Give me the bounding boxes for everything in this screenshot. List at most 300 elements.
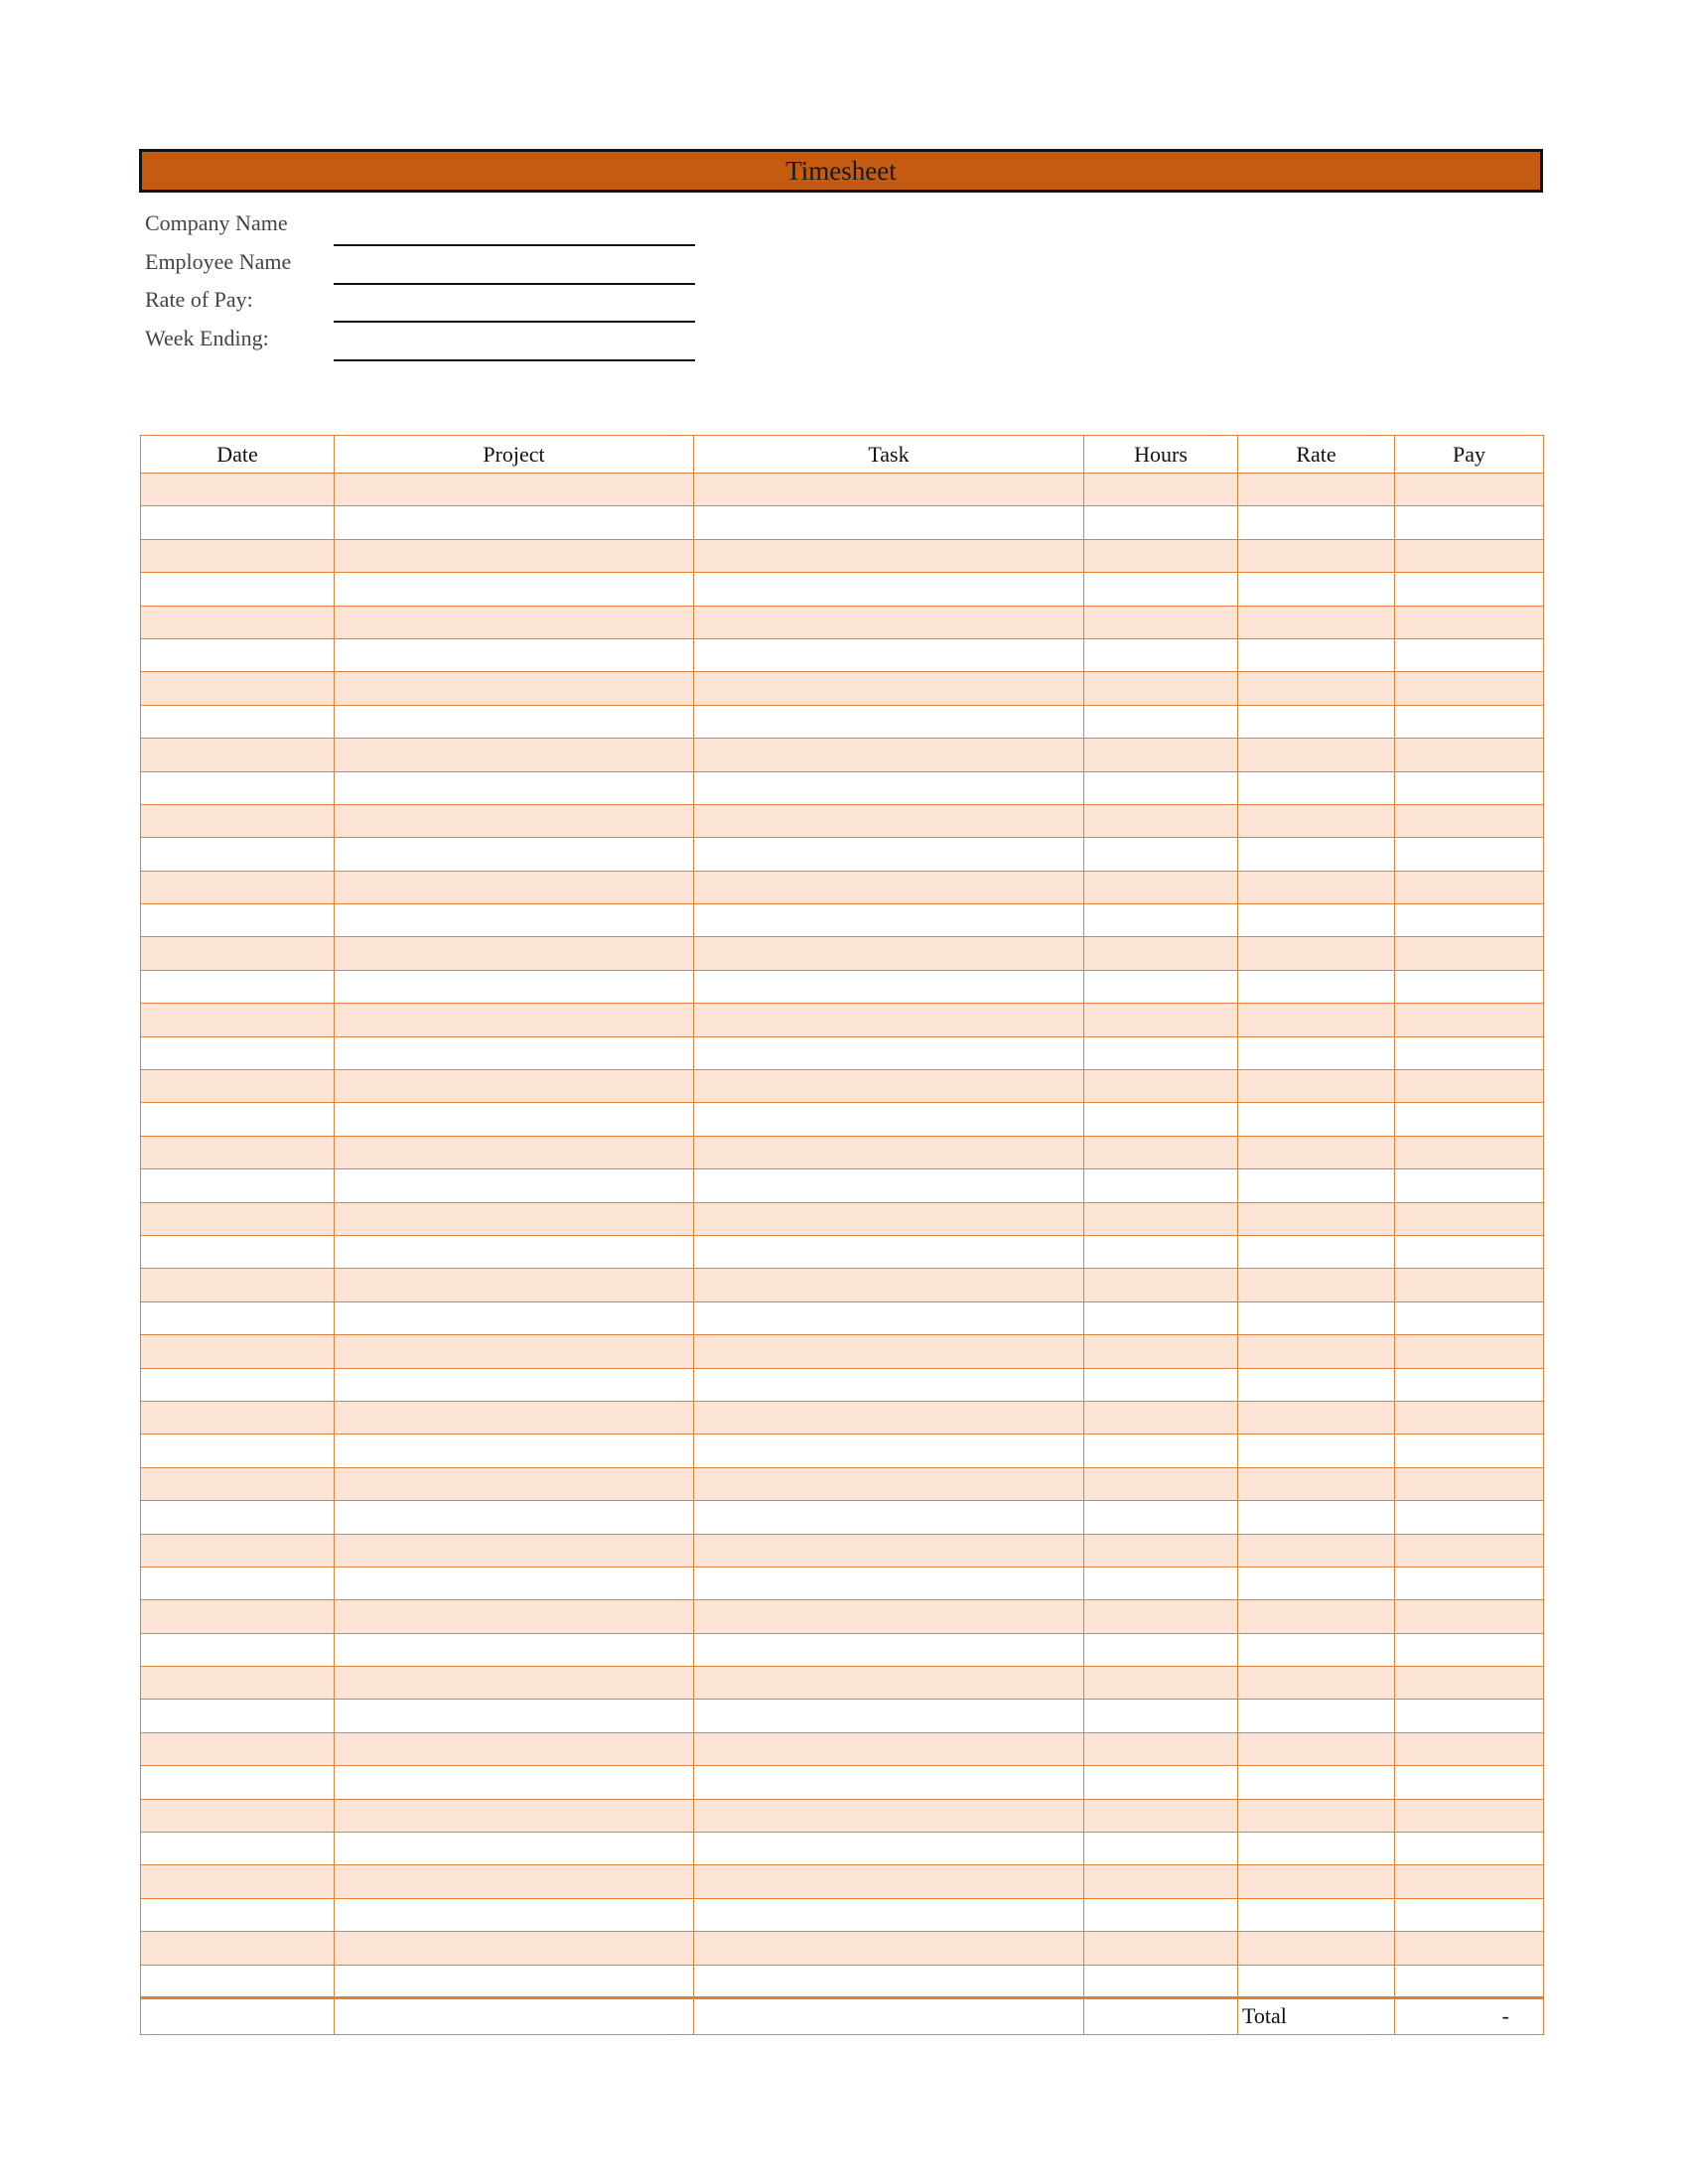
project-cell[interactable] [335,970,694,1003]
rate-cell[interactable] [1238,1567,1395,1599]
rate-cell[interactable] [1238,904,1395,937]
hours-cell[interactable] [1084,1036,1238,1069]
rate-cell[interactable] [1238,705,1395,738]
task-cell[interactable] [694,1335,1084,1368]
table-row [141,672,1544,705]
project-cell[interactable] [335,573,694,606]
task-cell[interactable] [694,474,1084,506]
task-cell[interactable] [694,1633,1084,1666]
rate-cell[interactable] [1238,1667,1395,1700]
rate-cell[interactable] [1238,1833,1395,1865]
date-cell[interactable] [141,1368,335,1401]
table-row [141,1732,1544,1765]
rate-cell[interactable] [1238,1070,1395,1103]
pay-cell[interactable] [1395,1932,1544,1965]
task-cell[interactable] [694,1235,1084,1268]
pay-cell[interactable] [1395,1799,1544,1832]
table-row [141,1036,1544,1069]
pay-cell[interactable] [1395,1567,1544,1599]
date-cell[interactable] [141,1898,335,1931]
date-cell[interactable] [141,1865,335,1898]
total-hours-cell[interactable] [1084,1997,1238,2034]
project-cell[interactable] [335,1534,694,1567]
project-cell[interactable] [335,1932,694,1965]
project-cell[interactable] [335,1833,694,1865]
pay-cell[interactable] [1395,672,1544,705]
date-cell[interactable] [141,1401,335,1433]
date-cell[interactable] [141,1269,335,1301]
date-cell[interactable] [141,739,335,771]
task-cell[interactable] [694,1501,1084,1534]
pay-cell[interactable] [1395,1235,1544,1268]
rate-cell[interactable] [1238,573,1395,606]
hours-cell[interactable] [1084,804,1238,837]
rate-cell[interactable] [1238,1335,1395,1368]
task-cell[interactable] [694,1301,1084,1334]
rate-cell[interactable] [1238,474,1395,506]
total-project-cell[interactable] [335,1997,694,2034]
date-cell[interactable] [141,1567,335,1599]
project-cell[interactable] [335,871,694,903]
date-cell[interactable] [141,705,335,738]
project-cell[interactable] [335,739,694,771]
project-cell[interactable] [335,539,694,572]
date-cell[interactable] [141,1036,335,1069]
rate-cell[interactable] [1238,937,1395,970]
hours-cell[interactable] [1084,1335,1238,1368]
pay-cell[interactable] [1395,1368,1544,1401]
pay-cell[interactable] [1395,638,1544,671]
project-cell[interactable] [335,1732,694,1765]
hours-cell[interactable] [1084,1700,1238,1732]
hours-cell[interactable] [1084,1070,1238,1103]
task-cell[interactable] [694,705,1084,738]
hours-cell[interactable] [1084,1865,1238,1898]
project-cell[interactable] [335,1434,694,1467]
hours-cell[interactable] [1084,672,1238,705]
date-cell[interactable] [141,1766,335,1799]
project-cell[interactable] [335,474,694,506]
table-row [141,705,1544,738]
task-cell[interactable] [694,1667,1084,1700]
hours-cell[interactable] [1084,1667,1238,1700]
task-cell[interactable] [694,1833,1084,1865]
pay-cell[interactable] [1395,1335,1544,1368]
rate-cell[interactable] [1238,1799,1395,1832]
task-cell[interactable] [694,1401,1084,1433]
rate-cell[interactable] [1238,1865,1395,1898]
task-cell[interactable] [694,1600,1084,1633]
pay-cell[interactable] [1395,1667,1544,1700]
date-cell[interactable] [141,1501,335,1534]
pay-cell[interactable] [1395,904,1544,937]
task-cell[interactable] [694,1434,1084,1467]
project-cell[interactable] [335,606,694,638]
hours-cell[interactable] [1084,1833,1238,1865]
project-cell[interactable] [335,1301,694,1334]
pay-cell[interactable] [1395,539,1544,572]
project-cell[interactable] [335,705,694,738]
hours-cell[interactable] [1084,1965,1238,1997]
table-row [141,1898,1544,1931]
hours-cell[interactable] [1084,1799,1238,1832]
hours-cell[interactable] [1084,1501,1238,1534]
pay-cell[interactable] [1395,1202,1544,1235]
table-row [141,1766,1544,1799]
task-cell[interactable] [694,1368,1084,1401]
rate-cell[interactable] [1238,1103,1395,1136]
date-cell[interactable] [141,606,335,638]
project-cell[interactable] [335,838,694,871]
date-cell[interactable] [141,937,335,970]
project-cell[interactable] [335,771,694,804]
hours-cell[interactable] [1084,1169,1238,1202]
hours-cell[interactable] [1084,1467,1238,1500]
rate-cell[interactable] [1238,1235,1395,1268]
rate-cell[interactable] [1238,606,1395,638]
hours-cell[interactable] [1084,539,1238,572]
pay-cell[interactable] [1395,573,1544,606]
rate-cell[interactable] [1238,1732,1395,1765]
table-row [141,1070,1544,1103]
date-cell[interactable] [141,1600,335,1633]
rate-cell[interactable] [1238,1368,1395,1401]
pay-cell[interactable] [1395,1898,1544,1931]
rate-cell[interactable] [1238,638,1395,671]
hours-cell[interactable] [1084,638,1238,671]
task-cell[interactable] [694,804,1084,837]
task-cell[interactable] [694,1865,1084,1898]
project-cell[interactable] [335,1269,694,1301]
project-cell[interactable] [335,1501,694,1534]
hours-cell[interactable] [1084,771,1238,804]
table-row [141,638,1544,671]
hours-cell[interactable] [1084,1434,1238,1467]
hours-cell[interactable] [1084,474,1238,506]
date-cell[interactable] [141,838,335,871]
pay-cell[interactable] [1395,1434,1544,1467]
date-cell[interactable] [141,506,335,539]
pay-cell[interactable] [1395,937,1544,970]
rate-cell[interactable] [1238,1169,1395,1202]
date-cell[interactable] [141,1700,335,1732]
project-cell[interactable] [335,506,694,539]
rate-cell[interactable] [1238,1501,1395,1534]
hours-cell[interactable] [1084,705,1238,738]
task-cell[interactable] [694,606,1084,638]
pay-cell[interactable] [1395,871,1544,903]
rate-cell[interactable] [1238,838,1395,871]
pay-cell[interactable] [1395,506,1544,539]
pay-cell[interactable] [1395,1004,1544,1036]
date-cell[interactable] [141,1202,335,1235]
project-cell[interactable] [335,1235,694,1268]
rate-cell[interactable] [1238,672,1395,705]
rate-cell[interactable] [1238,1202,1395,1235]
task-cell[interactable] [694,573,1084,606]
date-cell[interactable] [141,970,335,1003]
task-cell[interactable] [694,1103,1084,1136]
hours-cell[interactable] [1084,970,1238,1003]
task-cell[interactable] [694,1732,1084,1765]
rate-cell[interactable] [1238,1766,1395,1799]
task-cell[interactable] [694,638,1084,671]
date-cell[interactable] [141,638,335,671]
project-cell[interactable] [335,1004,694,1036]
hours-cell[interactable] [1084,1633,1238,1666]
task-cell[interactable] [694,672,1084,705]
pay-cell[interactable] [1395,970,1544,1003]
date-cell[interactable] [141,539,335,572]
pay-cell[interactable] [1395,1732,1544,1765]
hours-cell[interactable] [1084,871,1238,903]
project-cell[interactable] [335,904,694,937]
pay-cell[interactable] [1395,474,1544,506]
rate-cell[interactable] [1238,1301,1395,1334]
table-row [141,970,1544,1003]
date-cell[interactable] [141,1235,335,1268]
date-cell[interactable] [141,1667,335,1700]
rate-cell[interactable] [1238,506,1395,539]
project-cell[interactable] [335,1799,694,1832]
rate-cell[interactable] [1238,1467,1395,1500]
hours-cell[interactable] [1084,1932,1238,1965]
date-cell[interactable] [141,871,335,903]
date-cell[interactable] [141,771,335,804]
date-cell[interactable] [141,1335,335,1368]
date-cell[interactable] [141,1434,335,1467]
hours-cell[interactable] [1084,1301,1238,1334]
date-cell[interactable] [141,573,335,606]
task-cell[interactable] [694,506,1084,539]
rate-cell[interactable] [1238,1700,1395,1732]
pay-cell[interactable] [1395,1534,1544,1567]
date-cell[interactable] [141,1136,335,1168]
project-cell[interactable] [335,1368,694,1401]
hours-cell[interactable] [1084,1534,1238,1567]
task-cell[interactable] [694,838,1084,871]
task-cell[interactable] [694,1932,1084,1965]
table-row [141,1700,1544,1732]
hours-cell[interactable] [1084,1732,1238,1765]
date-cell[interactable] [141,804,335,837]
rate-cell[interactable] [1238,1633,1395,1666]
task-cell[interactable] [694,1202,1084,1235]
date-cell[interactable] [141,1169,335,1202]
pay-cell[interactable] [1395,606,1544,638]
date-cell[interactable] [141,1732,335,1765]
date-cell[interactable] [141,474,335,506]
task-cell[interactable] [694,1766,1084,1799]
rate-cell[interactable] [1238,1600,1395,1633]
rate-cell[interactable] [1238,1004,1395,1036]
rate-cell[interactable] [1238,1898,1395,1931]
hours-cell[interactable] [1084,573,1238,606]
task-cell[interactable] [694,1965,1084,1997]
hours-cell[interactable] [1084,1202,1238,1235]
pay-cell[interactable] [1395,1501,1544,1534]
hours-cell[interactable] [1084,1269,1238,1301]
hours-cell[interactable] [1084,937,1238,970]
project-cell[interactable] [335,1633,694,1666]
date-cell[interactable] [141,904,335,937]
project-cell[interactable] [335,1865,694,1898]
table-row [141,1269,1544,1301]
project-cell[interactable] [335,1965,694,1997]
pay-cell[interactable] [1395,1169,1544,1202]
pay-cell[interactable] [1395,1766,1544,1799]
project-cell[interactable] [335,1169,694,1202]
pay-cell[interactable] [1395,1633,1544,1666]
date-cell[interactable] [141,1534,335,1567]
task-cell[interactable] [694,1700,1084,1732]
task-cell[interactable] [694,1136,1084,1168]
rate-cell[interactable] [1238,771,1395,804]
project-cell[interactable] [335,1600,694,1633]
project-cell[interactable] [335,1467,694,1500]
rate-cell[interactable] [1238,739,1395,771]
date-cell[interactable] [141,1301,335,1334]
project-cell[interactable] [335,672,694,705]
pay-cell[interactable] [1395,739,1544,771]
rate-cell[interactable] [1238,804,1395,837]
project-cell[interactable] [335,1202,694,1235]
rate-cell[interactable] [1238,1965,1395,1997]
pay-cell[interactable] [1395,1401,1544,1433]
rate-cell[interactable] [1238,1136,1395,1168]
project-cell[interactable] [335,1700,694,1732]
project-cell[interactable] [335,1103,694,1136]
hours-cell[interactable] [1084,1235,1238,1268]
total-task-cell[interactable] [694,1997,1084,2034]
hours-cell[interactable] [1084,1103,1238,1136]
rate-cell[interactable] [1238,539,1395,572]
table-row [141,1136,1544,1168]
date-cell[interactable] [141,1070,335,1103]
date-cell[interactable] [141,1965,335,1997]
project-cell[interactable] [335,1401,694,1433]
employee-info [145,208,701,361]
hours-cell[interactable] [1084,1401,1238,1433]
hours-cell[interactable] [1084,606,1238,638]
project-cell[interactable] [335,1136,694,1168]
rate-of-pay-label: Rate of Pay: [145,287,253,312]
employee-name-row [145,247,701,286]
date-cell[interactable] [141,672,335,705]
pay-cell[interactable] [1395,705,1544,738]
hours-cell[interactable] [1084,904,1238,937]
pay-cell[interactable] [1395,1600,1544,1633]
task-cell[interactable] [694,1169,1084,1202]
pay-cell[interactable] [1395,1036,1544,1069]
rate-cell[interactable] [1238,970,1395,1003]
pay-cell[interactable] [1395,1070,1544,1103]
pay-cell[interactable] [1395,1833,1544,1865]
task-cell[interactable] [694,904,1084,937]
pay-cell[interactable] [1395,771,1544,804]
task-cell[interactable] [694,1004,1084,1036]
task-cell[interactable] [694,1036,1084,1069]
pay-cell[interactable] [1395,1467,1544,1500]
hours-cell[interactable] [1084,1136,1238,1168]
rate-cell[interactable] [1238,1434,1395,1467]
project-cell[interactable] [335,1898,694,1931]
pay-cell[interactable] [1395,1103,1544,1136]
rate-cell[interactable] [1238,1036,1395,1069]
rate-cell[interactable] [1238,1534,1395,1567]
task-cell[interactable] [694,1567,1084,1599]
total-date-cell[interactable] [141,1997,335,2034]
task-cell[interactable] [694,1269,1084,1301]
task-cell[interactable] [694,1898,1084,1931]
project-cell[interactable] [335,804,694,837]
date-cell[interactable] [141,1932,335,1965]
column-header-project: Project [335,436,694,474]
task-cell[interactable] [694,771,1084,804]
pay-cell[interactable] [1395,1301,1544,1334]
pay-cell[interactable] [1395,1865,1544,1898]
project-cell[interactable] [335,1667,694,1700]
rate-cell[interactable] [1238,1401,1395,1433]
task-cell[interactable] [694,970,1084,1003]
task-cell[interactable] [694,1467,1084,1500]
pay-cell[interactable] [1395,1700,1544,1732]
hours-cell[interactable] [1084,1898,1238,1931]
column-header-pay: Pay [1395,436,1544,474]
rate-cell[interactable] [1238,1932,1395,1965]
hours-cell[interactable] [1084,838,1238,871]
task-cell[interactable] [694,739,1084,771]
project-cell[interactable] [335,1567,694,1599]
project-cell[interactable] [335,1335,694,1368]
hours-cell[interactable] [1084,1567,1238,1599]
project-cell[interactable] [335,638,694,671]
project-cell[interactable] [335,937,694,970]
task-cell[interactable] [694,871,1084,903]
date-cell[interactable] [141,1799,335,1832]
hours-cell[interactable] [1084,506,1238,539]
hours-cell[interactable] [1084,1766,1238,1799]
pay-cell[interactable] [1395,1136,1544,1168]
pay-cell[interactable] [1395,1965,1544,1997]
project-cell[interactable] [335,1070,694,1103]
pay-cell[interactable] [1395,1269,1544,1301]
hours-cell[interactable] [1084,1368,1238,1401]
task-cell[interactable] [694,1799,1084,1832]
pay-cell[interactable] [1395,804,1544,837]
week-ending-field[interactable] [334,359,695,361]
hours-cell[interactable] [1084,1600,1238,1633]
hours-cell[interactable] [1084,1004,1238,1036]
rate-cell[interactable] [1238,871,1395,903]
task-cell[interactable] [694,1070,1084,1103]
date-cell[interactable] [141,1103,335,1136]
project-cell[interactable] [335,1036,694,1069]
table-row [141,937,1544,970]
pay-cell[interactable] [1395,838,1544,871]
date-cell[interactable] [141,1633,335,1666]
task-cell[interactable] [694,937,1084,970]
date-cell[interactable] [141,1467,335,1500]
week-ending-label: Week Ending: [145,325,269,350]
date-cell[interactable] [141,1004,335,1036]
hours-cell[interactable] [1084,739,1238,771]
project-cell[interactable] [335,1766,694,1799]
task-cell[interactable] [694,539,1084,572]
task-cell[interactable] [694,1534,1084,1567]
date-cell[interactable] [141,1833,335,1865]
rate-cell[interactable] [1238,1269,1395,1301]
